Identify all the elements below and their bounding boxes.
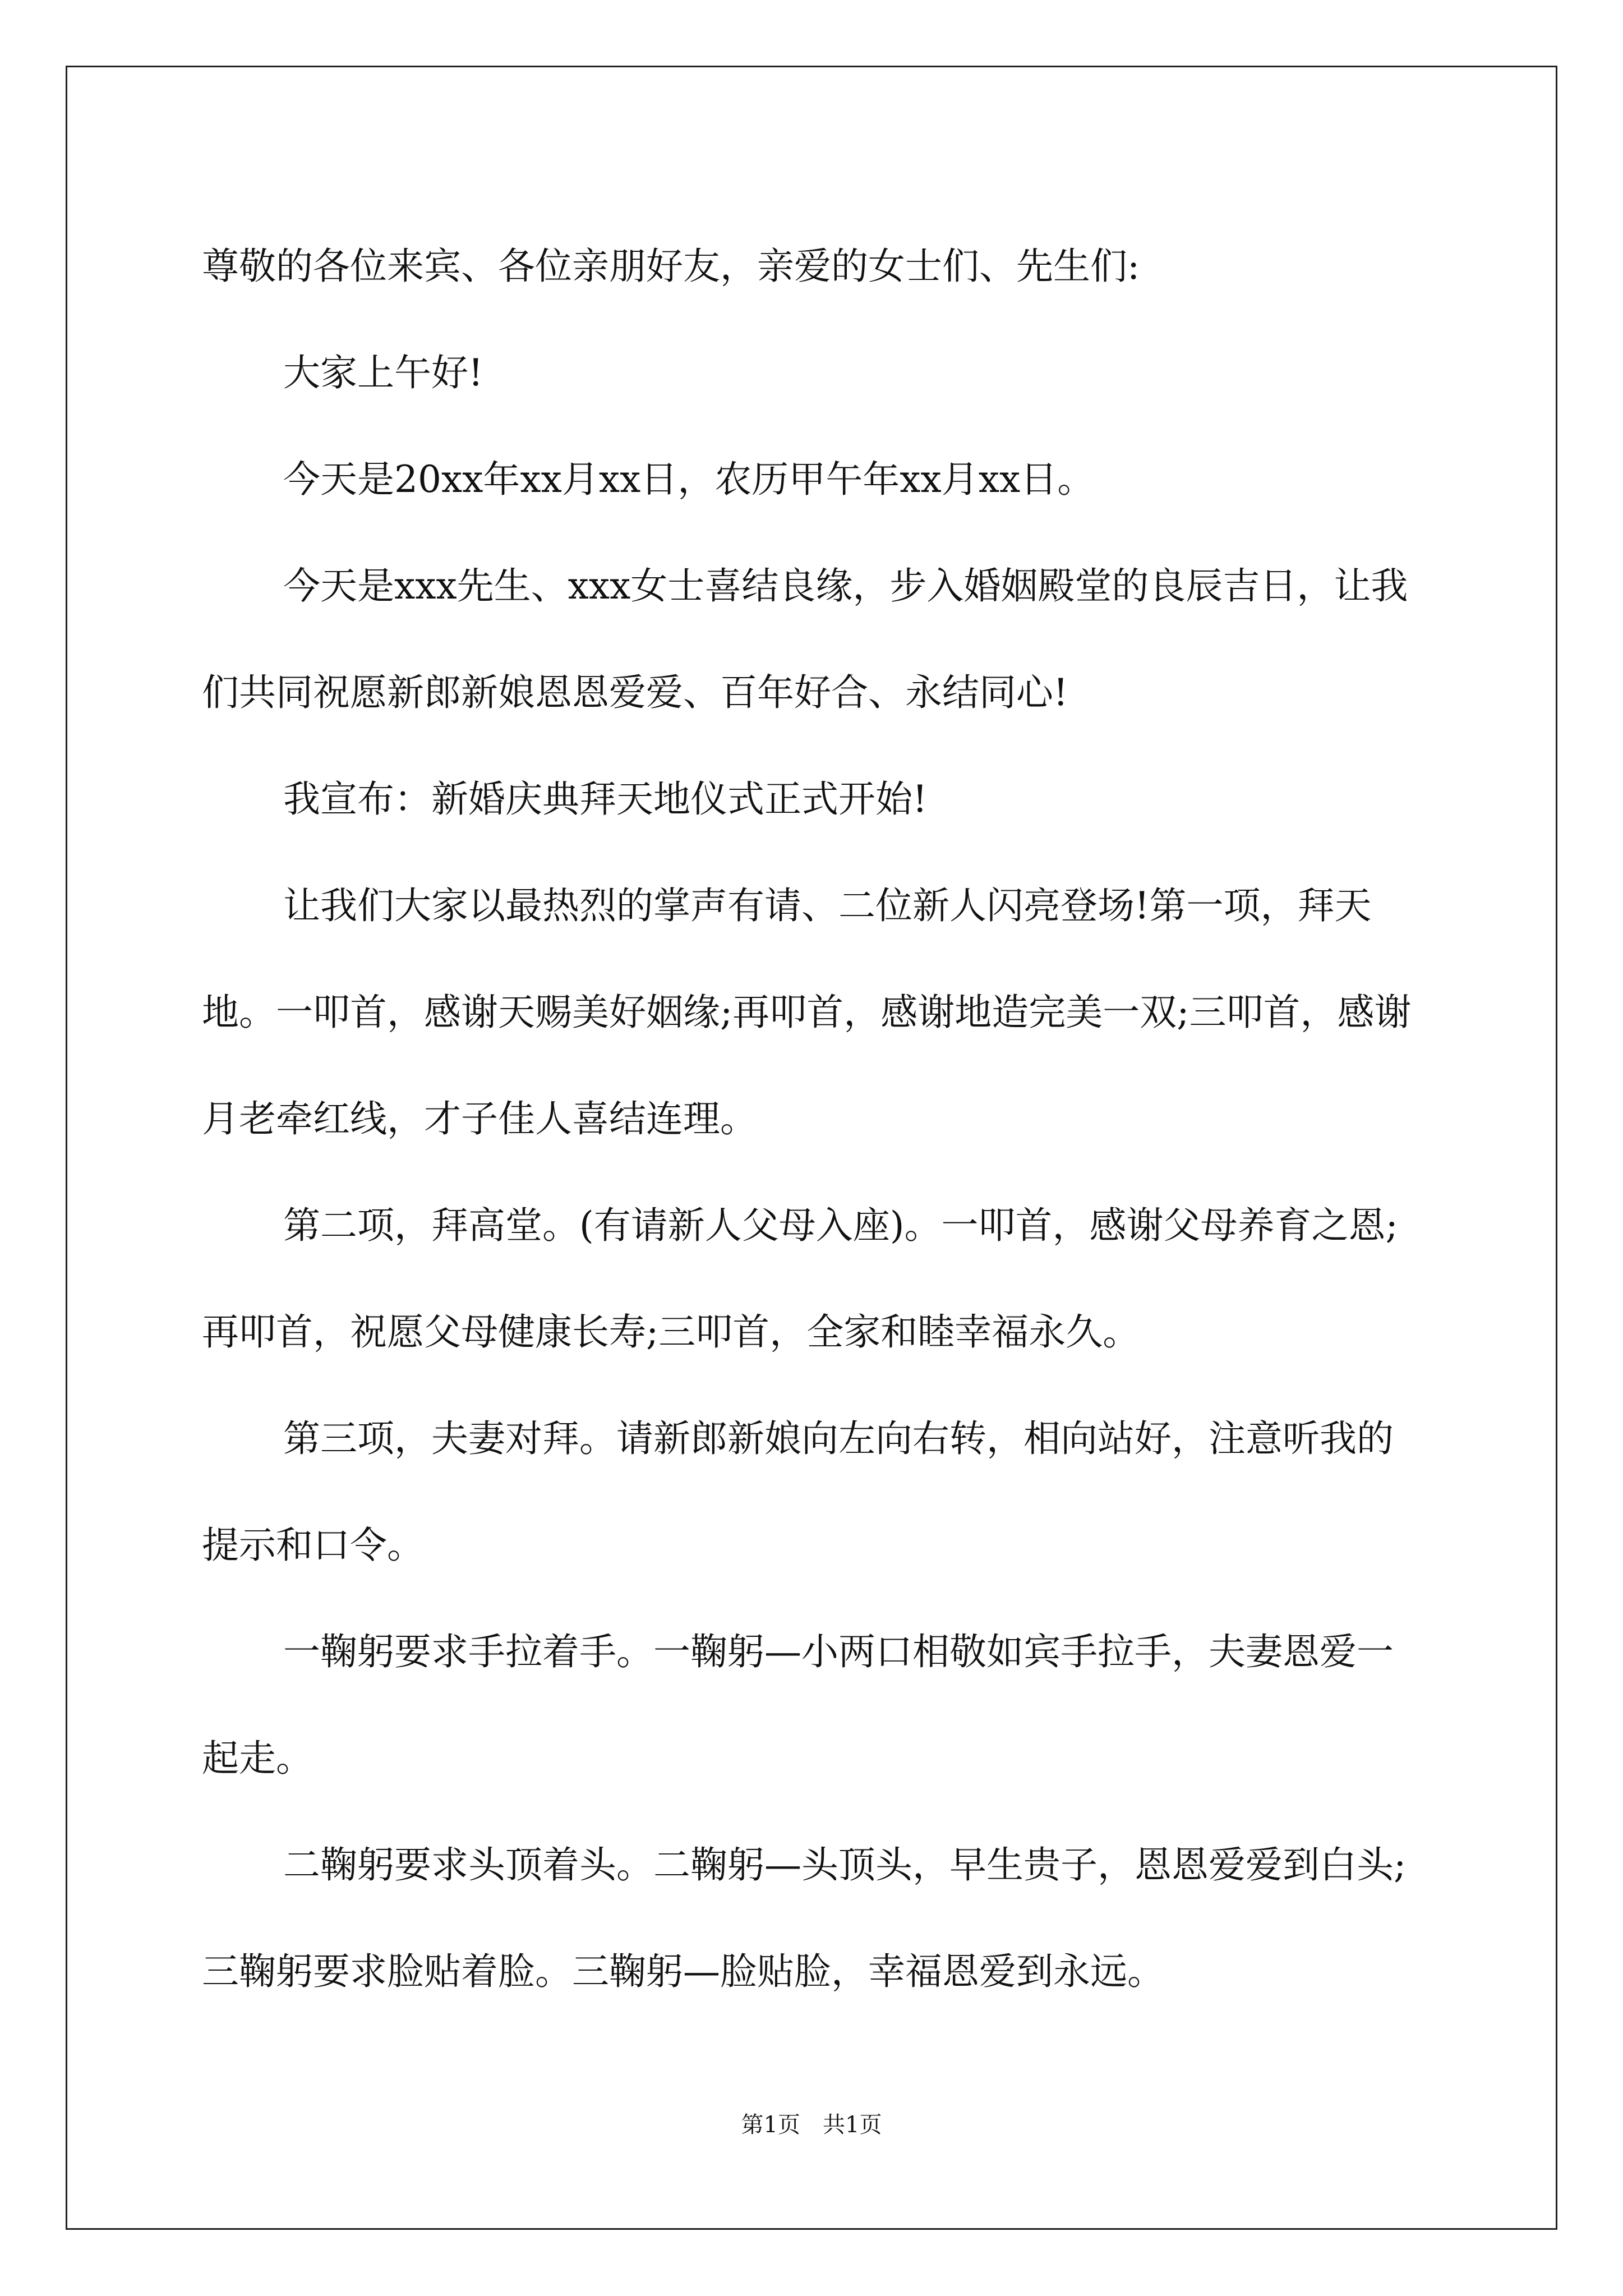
second-third-bow-paragraph: 二鞠躬要求头顶着头。二鞠躬—头顶头，早生贵子，恩恩爱爱到白头;三鞠躬要求脸贴着脸。三鞠躬—脸贴脸，幸福恩爱到永远。 [202, 1843, 1407, 1993]
page-number: 第1页 [741, 2112, 800, 2138]
first-bow-paragraph: 一鞠躬要求手拉着手。一鞠躬—小两口相敬如宾手拉手，夫妻恩爱一起走。 [202, 1630, 1394, 1780]
bow-parents-paragraph: 第二项，拜高堂。(有请新人父母入座)。一叩首，感谢父母养育之恩;再叩首，祝愿父母健康长寿;三叩首，全家和睦幸福永久。 [202, 1204, 1398, 1354]
page-total: 共1页 [823, 2112, 882, 2138]
salutation-paragraph: 尊敬的各位来宾、各位亲朋好友，亲爱的女士们、先生们: [202, 245, 1140, 288]
ceremony-start-paragraph: 我宣布：新婚庆典拜天地仪式正式开始! [283, 777, 928, 821]
wedding-announcement-paragraph: 今天是xxx先生、xxx女士喜结良缘，步入婚姻殿堂的良辰吉日，让我们共同祝愿新郎新娘恩恩爱爱、百年好合、永结同心! [202, 564, 1408, 714]
bow-heaven-earth-paragraph: 让我们大家以最热烈的掌声有请、二位新人闪亮登场!第一项，拜天地。一叩首，感谢天赐美好姻缘;再叩首，感谢地造完美一双;三叩首，感谢月老牵红线，才子佳人喜结连理。 [202, 884, 1412, 1140]
date-paragraph: 今天是20xx年xx月xx日，农历甲午年xx月xx日。 [283, 458, 1095, 501]
document-body [202, 213, 1424, 2025]
greeting-paragraph: 大家上午好! [283, 351, 483, 394]
couple-bow-paragraph: 第三项，夫妻对拜。请新郎新娘向左向右转，相向站好，注意听我的提示和口令。 [202, 1417, 1394, 1567]
page-footer [0, 2108, 1623, 2142]
